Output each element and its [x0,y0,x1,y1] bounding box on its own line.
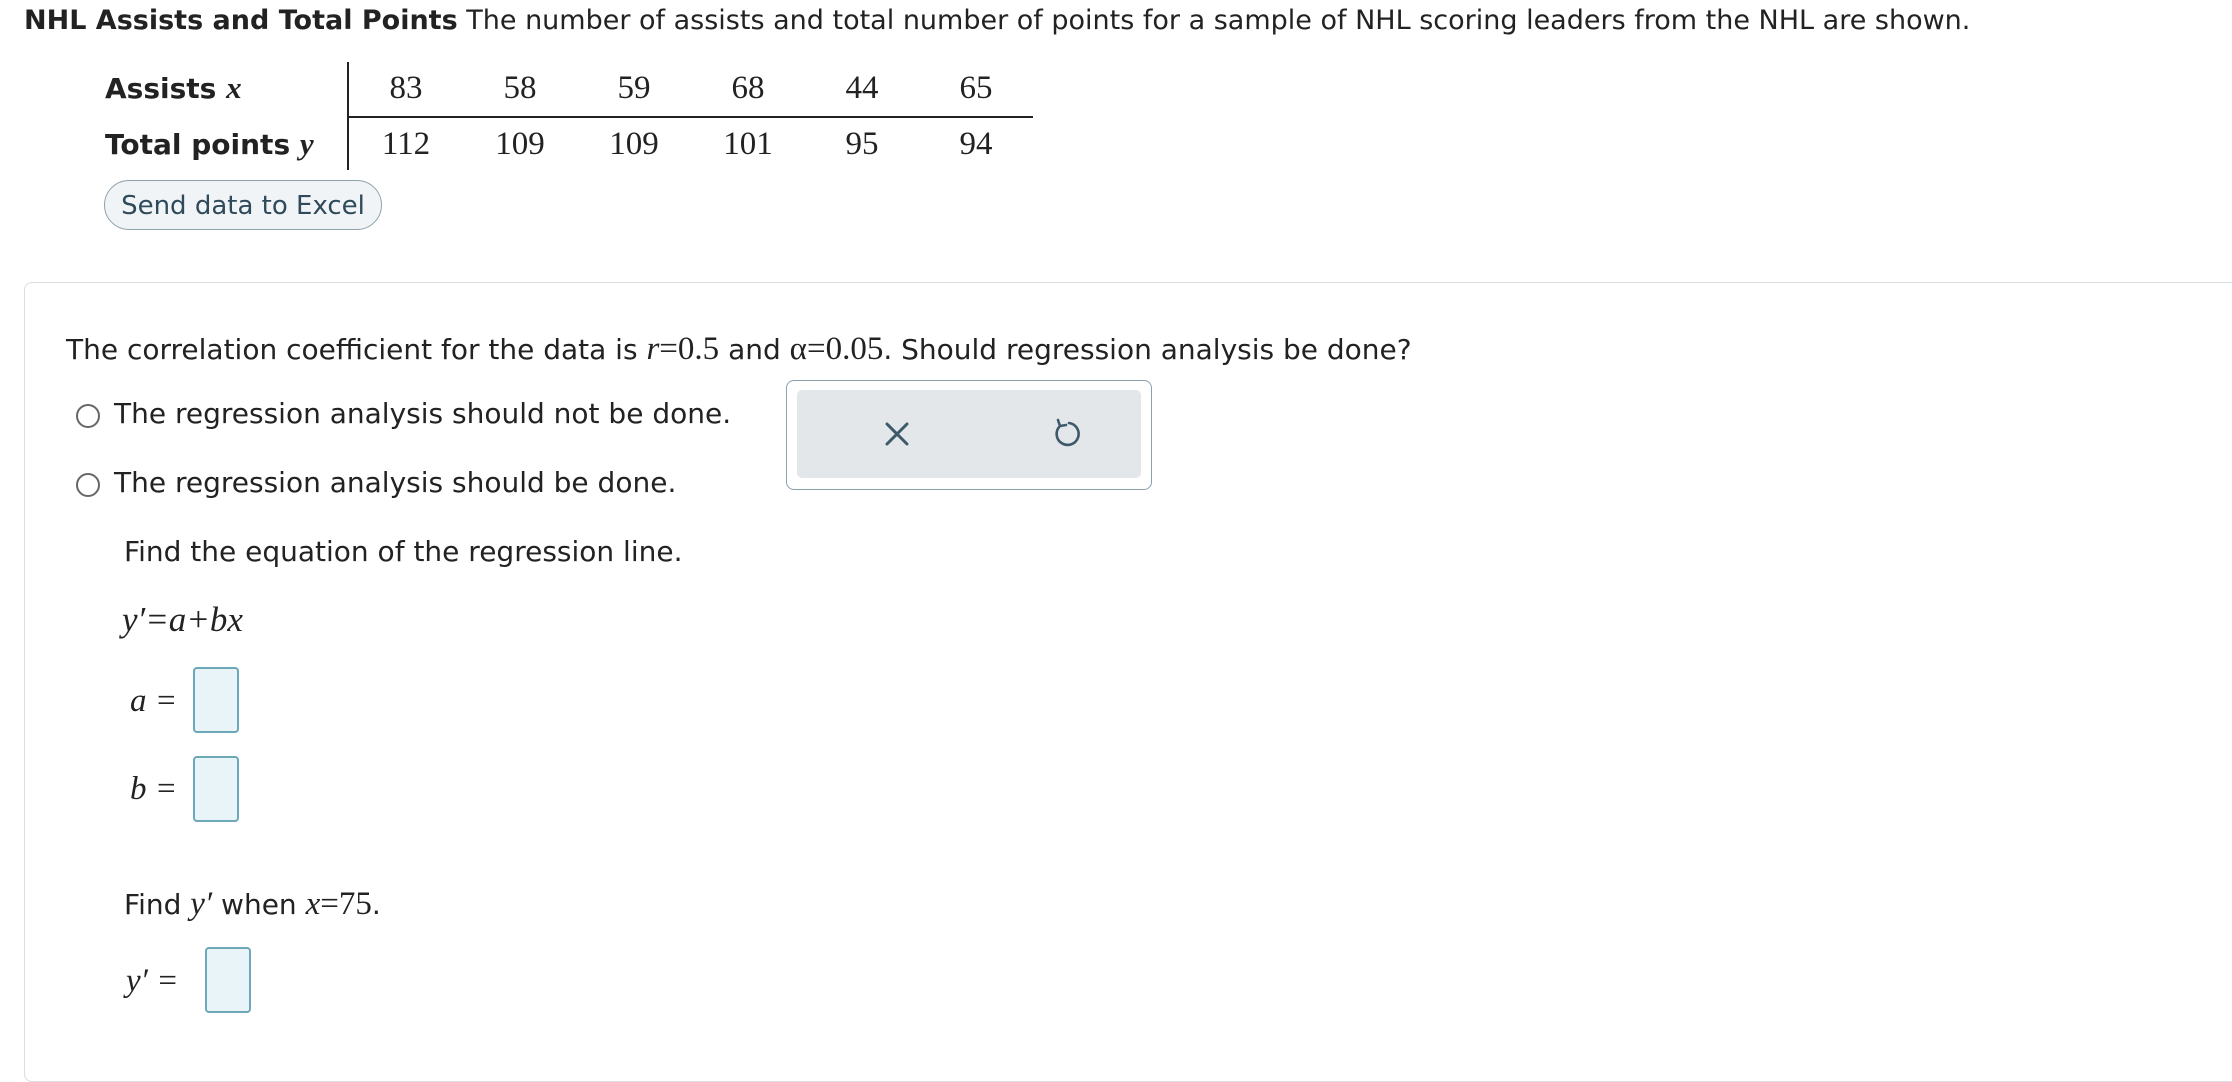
points-cell: 101 [723,125,773,162]
send-to-excel-button[interactable]: Send data to Excel [104,180,382,230]
a-label: a = [130,683,176,719]
points-cell: 94 [959,125,993,162]
regression-equation-form: y′=a+bx [122,600,243,639]
assists-cell: 68 [691,62,805,117]
data-table [105,62,1033,170]
b-input[interactable] [193,756,239,822]
problem-title: NHL Assists and Total Points [24,5,458,36]
assists-cell: 58 [463,62,577,117]
points-cell: 109 [495,125,545,162]
close-icon[interactable] [877,414,917,454]
points-cell: 95 [845,125,879,162]
b-label: b = [130,771,176,807]
a-input[interactable] [193,667,239,733]
undo-icon[interactable] [1047,414,1087,454]
points-row [105,117,1033,170]
assists-cell: 83 [348,62,463,117]
correlation-prompt: The correlation coefficient for the data is r=0.5 and α=0.05. Should regression analysis be done? [66,331,1412,367]
regression-instruction: Find the equation of the regression line. [124,535,683,568]
option-should-be-done[interactable]: The regression analysis should be done. [114,466,677,499]
assists-row-label: Assists x [105,70,242,105]
assists-cell: 44 [805,62,919,117]
problem-header [24,4,1970,38]
points-cell: 112 [348,117,463,170]
answer-tools-bar [797,390,1141,478]
answer-tools-popover [786,380,1152,490]
y-prime-input[interactable] [205,947,251,1013]
assists-cell: 65 [919,62,1033,117]
problem-description: The number of assists and total number of points for a sample of NHL scoring leaders from the NHL are shown. [466,5,1971,36]
radio-should-not-be-done[interactable] [76,404,100,428]
y-prime-label: y′ = [126,963,177,999]
option-should-not-be-done[interactable]: The regression analysis should not be done. [114,397,732,430]
points-cell: 109 [609,125,659,162]
assists-cell: 59 [577,62,691,117]
radio-should-be-done[interactable] [76,473,100,497]
prediction-instruction: Find y′ when x=75. [124,886,381,922]
points-row-label: Total points y [105,125,314,161]
assists-row [105,62,1033,117]
